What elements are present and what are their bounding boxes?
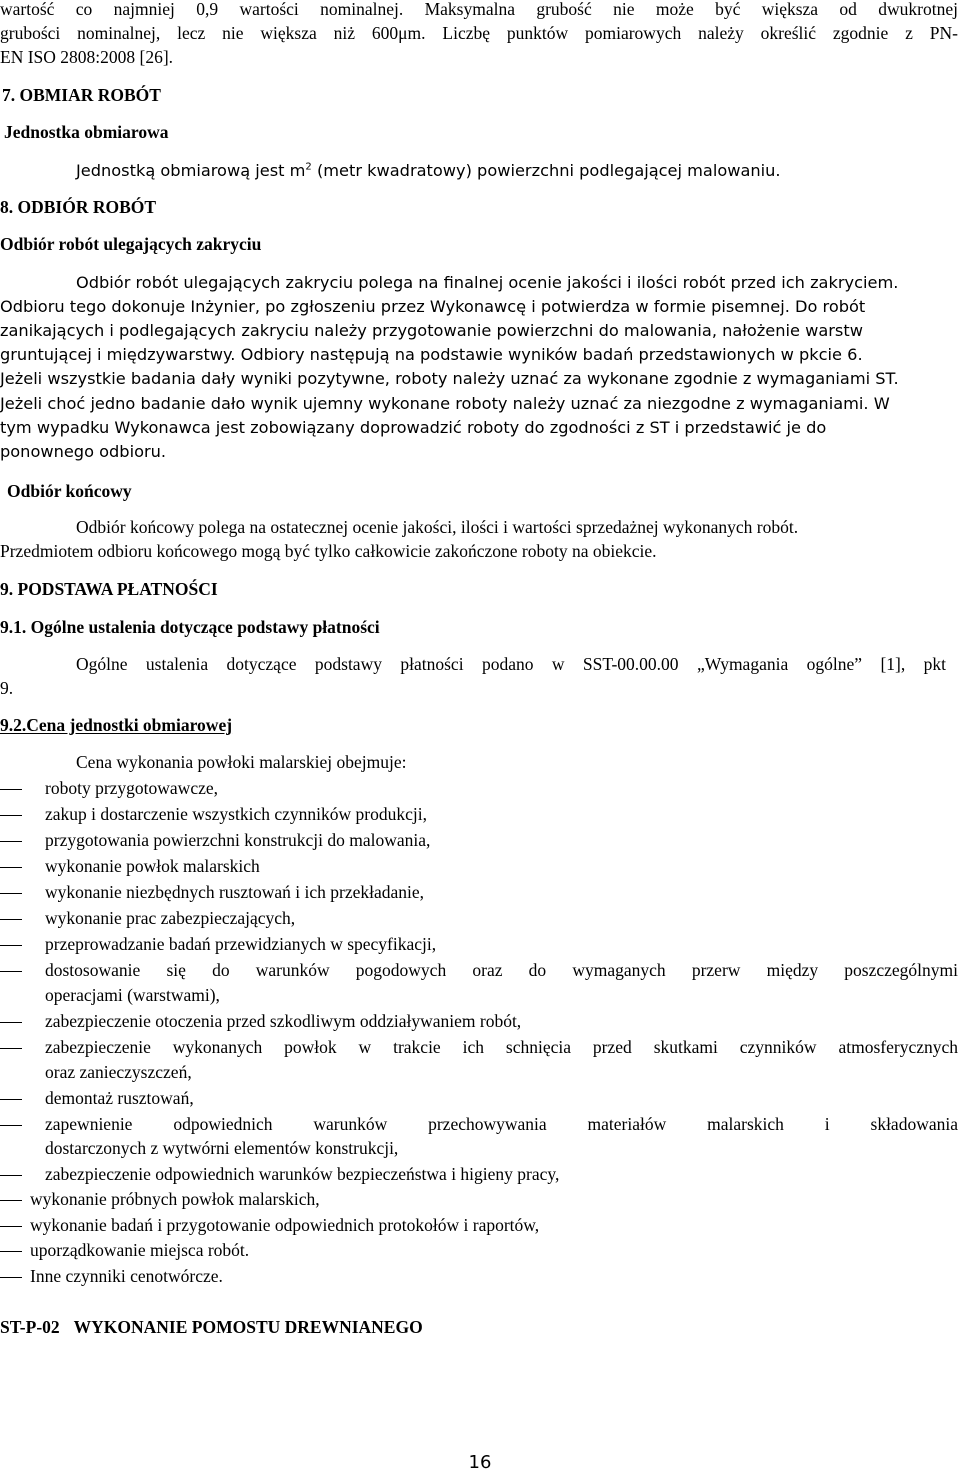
section-8-sub-2: Odbiór końcowy	[7, 481, 132, 501]
list-item: zabezpieczenie wykonanych powłok w trakcie ich schnięcia przed skutkami czynników atmosferycznych	[45, 1037, 958, 1057]
bullet-dash	[0, 789, 22, 790]
p1-line-2	[0, 296, 865, 318]
p1-line-7: tym wypadku Wykonawca jest zobowiązany doprowadzić roboty do zgodności z ST i przedstawić je do	[0, 418, 827, 437]
list-item: roboty przygotowawcze,	[45, 778, 218, 798]
p91-line-2: 9.	[0, 678, 14, 698]
bullet-dash	[0, 1200, 22, 1201]
next-spec-heading	[0, 1316, 423, 1338]
bullet-dash	[0, 1048, 22, 1049]
list-item: dostosowanie się do warunków pogodowych oraz do wymaganych przerw między poszczególnymi	[45, 960, 958, 980]
bullet-dash	[0, 971, 22, 972]
bullet-dash	[0, 919, 22, 920]
bullet-dash	[0, 815, 22, 816]
p91-line-1: Ogólne ustalenia dotyczące podstawy płatności podano w SST-00.00.00 „Wymagania ogólne” [1], pkt	[76, 654, 946, 674]
p1-line-6a: Jeżeli choć jedno badanie dało wynik ujemny wykonane roboty należy uznać za niezgodne z wymaganiami.	[0, 394, 869, 413]
p1-line-6b: W	[873, 394, 890, 413]
p1-line-2b: Do robót	[795, 297, 866, 316]
p1-line-2a: Odbioru tego dokonuje Inżynier, po zgłoszeniu przez Wykonawcę i potwierdza w formie pisemnej.	[0, 297, 790, 316]
p1-line-6	[0, 393, 890, 415]
p1-line-4	[0, 344, 863, 366]
list-item: zabezpieczenie otoczenia przed szkodliwym oddziaływaniem robót,	[45, 1011, 522, 1031]
bullet-dash	[0, 945, 22, 946]
list-item: demontaż rusztowań,	[45, 1088, 194, 1108]
bullet-dash	[0, 841, 22, 842]
bullet-dash	[0, 1022, 22, 1023]
section-7-text	[76, 160, 781, 182]
price-intro: Cena wykonania powłoki malarskiej obejmuje:	[76, 752, 407, 772]
list-item: zakup i dostarczenie wszystkich czynników produkcji,	[45, 804, 427, 824]
intro-line-2: grubości nominalnej, lecz nie większa niż 600μm. Liczbę punktów pomiarowych należy określić zgodnie z PN-	[0, 23, 958, 43]
bullet-dash	[0, 893, 22, 894]
bullet-dash	[0, 867, 22, 868]
section-7-text-b: (metr kwadratowy) powierzchni podlegającej malowaniu.	[311, 161, 781, 180]
next-spec-code: ST-P-02	[0, 1317, 60, 1337]
section-8-heading: 8. ODBIÓR ROBÓT	[0, 197, 157, 217]
list-item: wykonanie próbnych powłok malarskich,	[30, 1189, 320, 1209]
p1-line-8: ponownego odbioru.	[0, 442, 167, 461]
list-item-continuation: operacjami (warstwami),	[45, 985, 220, 1005]
section-9-2-heading-text: 9.2.Cena jednostki obmiarowej	[0, 715, 233, 735]
section-7-text-a: Jednostką obmiarową jest m	[76, 161, 306, 180]
intro-line-1: wartość co najmniej 0,9 wartości nominalnej. Maksymalna grubość nie może być większa od dwukrotnej	[0, 0, 958, 19]
list-item: przeprowadzanie badań przewidzianych w specyfikacji,	[45, 934, 437, 954]
section-8-sub-1: Odbiór robót ulegających zakryciu	[0, 234, 262, 254]
p1-line-1: Odbiór robót ulegających zakryciu polega na finalnej ocenie jakości i ilości robót przed ich zakryciem.	[76, 273, 899, 292]
p2-line-2: Przedmiotem odbioru końcowego mogą być tylko całkowicie zakończone roboty na obiekcie.	[0, 541, 657, 561]
section-7-heading: 7. OBMIAR ROBÓT	[2, 85, 161, 105]
p1-line-5: Jeżeli wszystkie badania dały wyniki pozytywne, roboty należy uznać za wykonane zgodnie z wymaganiami ST.	[0, 369, 899, 388]
list-item: Inne czynniki cenotwórcze.	[30, 1266, 223, 1286]
list-item: zapewnienie odpowiednich warunków przechowywania materiałów malarskich i składowania	[45, 1114, 958, 1134]
next-spec-title: WYKONANIE POMOSTU DREWNIANEGO	[73, 1317, 423, 1337]
list-item: wykonanie badań i przygotowanie odpowiednich protokołów i raportów,	[30, 1215, 540, 1235]
list-item-continuation: oraz zanieczyszczeń,	[45, 1062, 192, 1082]
list-item: zabezpieczenie odpowiednich warunków bezpieczeństwa i higieny pracy,	[45, 1164, 560, 1184]
section-7-subheading: Jednostka obmiarowa	[4, 122, 169, 142]
bullet-dash	[0, 1175, 22, 1176]
p1-line-4a: gruntującej i międzywarstwy.	[0, 345, 236, 364]
list-item: wykonanie prac zabezpieczających,	[45, 908, 296, 928]
bullet-dash	[0, 1251, 22, 1252]
list-item-continuation: dostarczonych z wytwórni elementów konstrukcji,	[45, 1138, 399, 1158]
bullet-dash	[0, 1226, 22, 1227]
square-superscript: 2	[305, 161, 312, 173]
p2-line-1: Odbiór końcowy polega na ostatecznej ocenie jakości, ilości i wartości sprzedażnej wykonanych robót.	[76, 517, 799, 537]
section-9-1-heading: 9.1. Ogólne ustalenia dotyczące podstawy płatności	[0, 617, 380, 637]
list-item: przygotowania powierzchni konstrukcji do malowania,	[45, 830, 431, 850]
p1-line-4b: Odbiory następują na podstawie wyników badań przedstawionych w pkcie 6.	[240, 345, 863, 364]
page-number: 16	[468, 1452, 492, 1473]
list-item: uporządkowanie miejsca robót.	[30, 1240, 250, 1260]
p1-line-3: zanikających i podlegających zakryciu należy przygotowanie powierzchni do malowania, nałożenie warstw	[0, 321, 863, 340]
list-item: wykonanie niezbędnych rusztowań i ich przekładanie,	[45, 882, 425, 902]
bullet-dash	[0, 1099, 22, 1100]
section-9-2-heading	[0, 714, 232, 736]
intro-line-3: EN ISO 2808:2008 [26].	[0, 47, 174, 67]
section-9-heading: 9. PODSTAWA PŁATNOŚCI	[0, 579, 218, 599]
bullet-dash	[0, 1277, 22, 1278]
bullet-dash	[0, 1125, 22, 1126]
list-item: wykonanie powłok malarskich	[45, 856, 260, 876]
